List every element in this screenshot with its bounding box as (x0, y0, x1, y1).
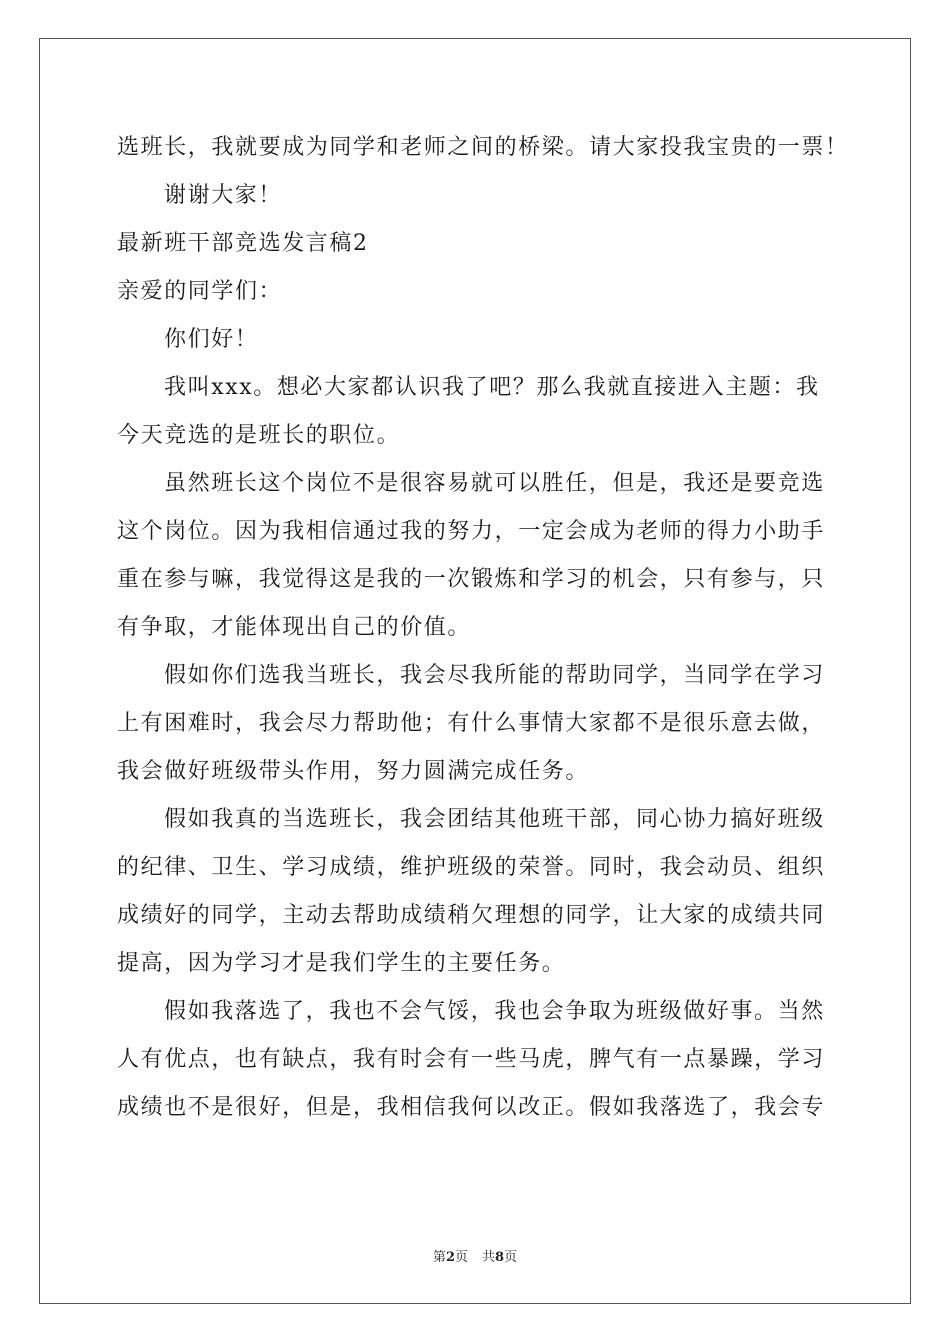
section-title: 最新班干部竞选发言稿2 (117, 231, 369, 256)
text-line: 提高，因为学习才是我们学生的主要任务。 (117, 951, 566, 976)
text-line: 的纪律、卫生、学习成绩，维护班级的荣誉。同时，我会动员、组织 (117, 855, 826, 880)
text-line: 谢谢大家！ (164, 183, 283, 208)
text-line: 有争取，才能体现出自己的价值。 (117, 615, 472, 640)
text-line: 假如你们选我当班长，我会尽我所能的帮助同学，当同学在学习 (164, 663, 825, 688)
text-line: 今天竞选的是班长的职位。 (117, 423, 401, 448)
text-line: 假如我真的当选班长，我会团结其他班干部，同心协力搞好班级 (164, 807, 825, 832)
text-line: 你们好！ (164, 327, 259, 352)
page-footer (0, 1246, 950, 1265)
salutation: 亲爱的同学们： (117, 279, 283, 304)
text-line: 假如我落选了，我也不会气馁，我也会争取为班级做好事。当然 (164, 999, 825, 1024)
text-line: 成绩也不是很好，但是，我相信我何以改正。假如我落选了，我会专 (117, 1095, 826, 1120)
text-line: 这个岗位。因为我相信通过我的努力，一定会成为老师的得力小助手 (117, 519, 826, 544)
text-line: 虽然班长这个岗位不是很容易就可以胜任，但是，我还是要竞选 (164, 471, 825, 496)
text-line: 人有优点，也有缺点，我有时会有一些马虎，脾气有一点暴躁，学习 (117, 1047, 826, 1072)
text-line: 我会做好班级带头作用，努力圆满完成任务。 (117, 759, 590, 784)
total-pages-label: 共8页 (482, 1250, 518, 1265)
text-line: 成绩好的同学，主动去帮助成绩稍欠理想的同学，让大家的成绩共同 (117, 903, 826, 928)
text-line: 上有困难时，我会尽力帮助他；有什么事情大家都不是很乐意去做， (117, 711, 826, 736)
page-label: 第2页 (432, 1250, 468, 1265)
document-body (117, 124, 849, 1132)
text-line: 重在参与嘛，我觉得这是我的一次锻炼和学习的机会，只有参与，只 (117, 567, 826, 592)
current-page-number: 2 (445, 1250, 455, 1265)
text-line: 选班长，我就要成为同学和老师之间的桥梁。请大家投我宝贵的一票！ (117, 135, 849, 160)
total-pages-number: 8 (495, 1250, 505, 1265)
text-line: 我叫xxx。想必大家都认识我了吧？那么我就直接进入主题：我 (164, 375, 820, 400)
